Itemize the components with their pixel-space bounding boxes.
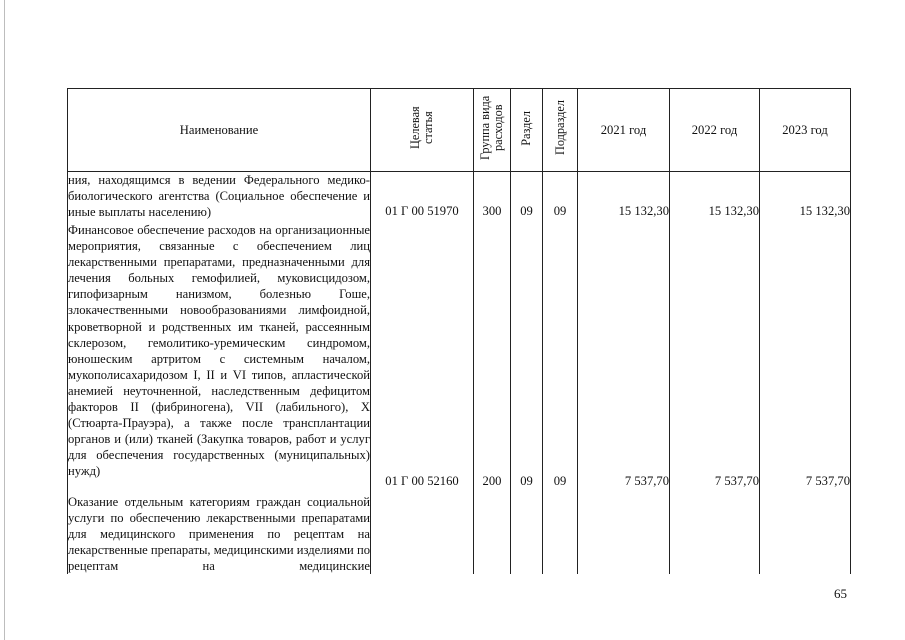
row-2021-cell: 15 132,30: [578, 172, 670, 223]
row-target-cell: [371, 494, 474, 574]
table-header: [68, 89, 851, 172]
row-subsection-cell: 09: [543, 172, 578, 223]
row-subsection-cell: [543, 494, 578, 574]
row-2021-cell: 7 537,70: [578, 222, 670, 494]
header-2023: 2023 год: [760, 89, 851, 172]
row-name-text: Финансовое обеспечение расходов на организационные мероприятия, связанные с обеспечением лиц лекарственными препаратами, предназначенными для лечения больных гемофилией, муковисцидозом, гипофизарным нанизмом, болезнью Гоше, злокачественными новообразованиями лимфоидной, кроветворной и родственных им тканей, рассеянным склерозом, гемолитико-уремическим синдромом, юношеским артритом с системным началом, мукополисахаридозом I, II и VI типов, апластической анемией неуточненной, наследственным дефицитом факторов II (фибриногена), VII (лабильного), X (Стюарта-Прауэра), а также после трансплантации органов и (или) тканей (Закупка товаров, работ и услуг для обеспечения государственных (муниципальных) нужд): [68, 223, 370, 479]
row-2022-cell: 15 132,30: [670, 172, 760, 223]
row-group-cell: 300: [474, 172, 511, 223]
header-2022: 2022 год: [670, 89, 760, 172]
row-subsection-cell: 09: [543, 222, 578, 494]
row-group-cell: 200: [474, 222, 511, 494]
header-2021: 2021 год: [578, 89, 670, 172]
header-target: Целевая статья: [371, 89, 474, 172]
table-row: [68, 222, 851, 494]
page-number: 65: [834, 586, 847, 601]
row-name-cell: [68, 222, 371, 494]
row-name-text: Оказание отдельным категориям граждан социальной услуги по обеспечению лекарственными препаратами для медицинского применения по рецептам на лекарственные препараты, медицинскими изделиями по рецептам на медицинские: [68, 495, 370, 574]
budget-table: [67, 88, 851, 574]
row-section-cell: 09: [511, 172, 543, 223]
row-name-cell: [68, 172, 371, 223]
row-2021-cell: [578, 494, 670, 574]
row-name-cell: [68, 494, 371, 574]
row-2023-cell: 15 132,30: [760, 172, 851, 223]
row-2022-cell: 7 537,70: [670, 222, 760, 494]
table-row: [68, 172, 851, 223]
table-row: [68, 494, 851, 574]
table-body: [68, 172, 851, 575]
row-group-cell: [474, 494, 511, 574]
row-section-cell: [511, 494, 543, 574]
row-2023-cell: 7 537,70: [760, 222, 851, 494]
row-target-cell: 01 Г 00 51970: [371, 172, 474, 223]
row-2023-cell: [760, 494, 851, 574]
header-expense-group: Группа вида расходов: [474, 89, 511, 172]
row-2022-cell: [670, 494, 760, 574]
header-section: Раздел: [511, 89, 543, 172]
header-name: Наименование: [68, 89, 371, 172]
row-target-cell: 01 Г 00 52160: [371, 222, 474, 494]
row-section-cell: 09: [511, 222, 543, 494]
row-name-text: ния, находящимся в ведении Федерального медико-биологического агентства (Социальное обеспечение и иные выплаты населению): [68, 173, 370, 220]
header-subsection: Подраздел: [543, 89, 578, 172]
